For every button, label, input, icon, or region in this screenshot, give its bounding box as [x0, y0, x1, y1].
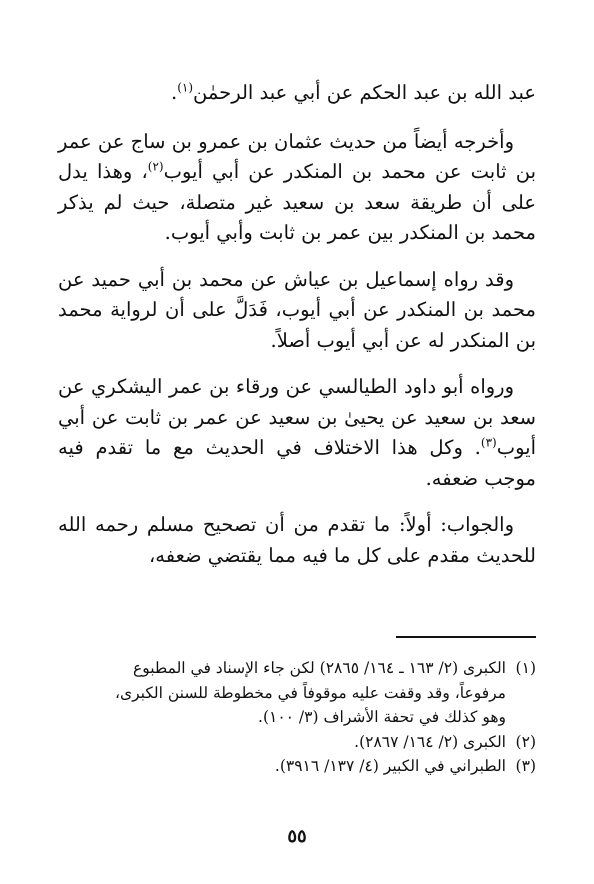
paragraph-5 [58, 510, 536, 571]
footnote-2 [58, 730, 536, 755]
footnote-1-number: (١) [515, 659, 536, 677]
paragraph-2 [58, 127, 536, 249]
page-number: ٥٥ [287, 826, 307, 847]
paragraph-4-tail: . وكل هذا الاختلاف في الحديث مع ما تقدم فيه موجب ضعفه. [58, 436, 536, 490]
footnote-3 [58, 754, 536, 779]
footnote-ref-1[interactable]: (١) [177, 80, 194, 95]
footnote-3-number: (٣) [515, 757, 536, 775]
footnotes [58, 656, 536, 779]
footnote-1-line-1: الكبرى (٢/ ١٦٣ ـ ١٦٤/ ٢٨٦٥) لكن جاء الإسناد في المطبوع [132, 659, 506, 677]
footnote-ref-3[interactable]: (٣) [480, 435, 497, 450]
paragraph-4 [58, 372, 536, 494]
footnote-ref-2[interactable]: (٢) [147, 159, 164, 174]
footnote-separator [396, 636, 536, 638]
paragraph-3-text: وقد رواه إسماعيل بن عياش عن محمد بن أبي حميد عن محمد بن المنكدر عن أبي أيوب، فَدَلَّ على أن لرواية محمد بن المنكدر له عن أبي أيوب أصلاً. [58, 267, 536, 352]
paragraph-2-text: وأخرجه أيضاً من حديث عثمان بن عمرو بن ساج عن عمر بن ثابت عن محمد بن المنكدر عن أبي أيوب [58, 129, 537, 183]
footnote-1-line-2: مرفوعاً، وقد وقفت عليه موقوفاً في مخطوطة للسنن الكبرى، [115, 683, 506, 702]
footnote-1 [58, 656, 536, 730]
paragraph-1 [58, 78, 536, 109]
footnote-2-line-1: الكبرى (٢/ ١٦٤/ ٢٨٦٧). [354, 732, 506, 751]
paragraph-1-text: عبد الله بن عبد الحكم عن أبي عبد الرحمٰن [193, 81, 536, 104]
paragraph-2-tail: ، وهذا يدل على أن طريقة سعد بن سعيد غير متصلة، حيث لم يذكر محمد بن المنكدر بين عمر بن ثابت وأبي أيوب. [58, 160, 536, 244]
paragraph-3 [58, 265, 536, 357]
footnote-2-number: (٢) [515, 732, 536, 751]
footnote-1-line-3: وهو كذلك في تحفة الأشراف (٣/ ١٠٠). [258, 708, 506, 726]
paragraph-1-tail: . [171, 81, 178, 104]
paragraph-4-text: ورواه أبو داود الطيالسي عن ورقاء بن عمر اليشكري عن سعد بن سعيد عن يحيىٰ بن سعيد عن عمر بن ثابت عن أبي أيوب [58, 375, 536, 459]
paragraph-5-text: والجواب: أولاً: ما تقدم من أن تصحيح مسلم رحمه الله للحديث مقدم على كل ما فيه مما يقتضي ضعفه، [58, 513, 536, 567]
footnote-3-line-1: الطبراني في الكبير (٤/ ١٣٧/ ٣٩١٦). [274, 757, 506, 775]
main-text [58, 78, 536, 587]
